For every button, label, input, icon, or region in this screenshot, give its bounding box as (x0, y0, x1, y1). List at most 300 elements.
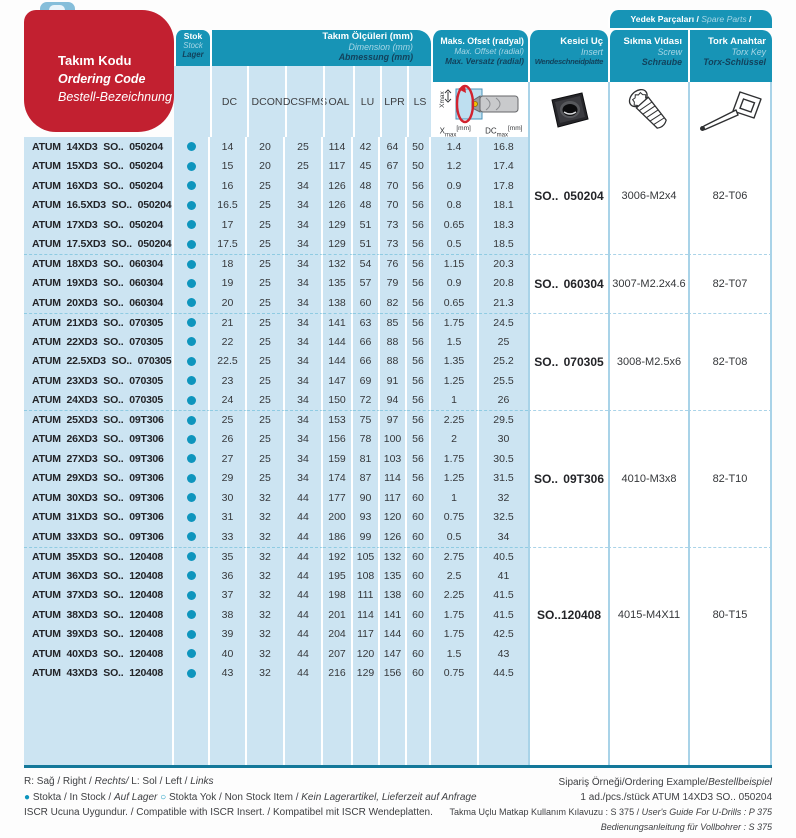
dim-value-cell: 1.75 (431, 605, 479, 625)
dim-value-cell: 88 (380, 352, 407, 372)
dim-value-cell: 32 (247, 488, 285, 508)
in-stock-dot (187, 201, 196, 210)
stock-cell (174, 488, 210, 508)
dim-value-cell: 135 (380, 566, 407, 586)
dim-value-cell: 44 (285, 644, 323, 664)
filler-cell (608, 683, 688, 765)
tool-code-cell: ATUM 36XD3 SO.. 120408 (24, 566, 174, 586)
max-offset-label-en: Max. Offset (radial) (454, 47, 524, 56)
stock-cell (174, 215, 210, 235)
dim-value-cell: 0.65 (431, 215, 479, 235)
dim-value-cell: 22.5 (210, 352, 247, 372)
screw-code-label: 3008-M2.5x6 (616, 355, 682, 368)
tool-code-cell: ATUM 16XD3 SO.. 050204 (24, 176, 174, 196)
dim-value-cell: 34 (285, 215, 323, 235)
dim-value-cell: 69 (353, 371, 380, 391)
dim-value-cell: 34 (285, 176, 323, 196)
dimensions-header (210, 30, 431, 66)
ordering-code-title-en: Ordering Code (58, 72, 146, 86)
in-stock-dot (187, 220, 196, 229)
insert-label-en: Insert (580, 47, 603, 57)
dim-value-cell: 25 (210, 410, 247, 430)
dim-value-cell: 192 (323, 547, 353, 567)
tool-code-cell: ATUM 16.5XD3 SO.. 050204 (24, 196, 174, 216)
dim-value-cell: 17 (210, 215, 247, 235)
dim-value-cell: 186 (323, 527, 353, 547)
dim-value-cell: 60 (407, 625, 431, 645)
dim-value-cell: 2 (431, 430, 479, 450)
dim-value-cell: 129 (323, 235, 353, 255)
dim-value-cell: 63 (353, 313, 380, 333)
max-offset-label-de: Max. Versatz (radial) (445, 57, 524, 66)
dim-value-cell: 0.9 (431, 176, 479, 196)
in-stock-dot (187, 142, 196, 151)
dim-value-cell: 25 (247, 449, 285, 469)
dim-value-cell: 32 (247, 644, 285, 664)
dimension-letters-band (174, 66, 431, 137)
filler-cell (24, 683, 174, 765)
dim-value-cell: 76 (380, 254, 407, 274)
tool-code-cell: ATUM 21XD3 SO.. 070305 (24, 313, 174, 333)
dim-value-cell: 39 (210, 625, 247, 645)
dim-value-cell: 32 (247, 605, 285, 625)
table-bottom-rule (24, 765, 772, 768)
dim-value-cell: 56 (407, 293, 431, 313)
filler-cell (353, 683, 380, 765)
tool-code-cell: ATUM 15XD3 SO.. 050204 (24, 157, 174, 177)
dim-value-cell: 129 (323, 215, 353, 235)
dim-value-cell: 56 (407, 274, 431, 294)
in-stock-dot (187, 493, 196, 502)
dim-value-cell: 34 (285, 469, 323, 489)
dim-value-cell: 60 (407, 586, 431, 606)
dim-value-cell: 56 (407, 254, 431, 274)
spare-parts-banner: Yedek Parçaları / Spare Parts / (608, 10, 772, 28)
dim-value-cell: 51 (353, 235, 380, 255)
dim-value-cell: 1.35 (431, 352, 479, 372)
dim-value-cell: 44 (285, 605, 323, 625)
stock-label-en: Stock (183, 41, 203, 50)
dim-value-cell: 20.8 (479, 274, 528, 294)
dim-value-cell: 45 (353, 157, 380, 177)
dim-value-cell: 156 (380, 664, 407, 684)
dim-value-cell: 114 (353, 605, 380, 625)
dim-value-cell: 60 (407, 527, 431, 547)
dim-value-cell: 44 (285, 508, 323, 528)
dim-value-cell: 16.5 (210, 196, 247, 216)
dim-value-cell: 23 (210, 371, 247, 391)
dim-value-cell: 126 (380, 527, 407, 547)
stock-cell (174, 352, 210, 372)
dim-value-cell: 25 (247, 235, 285, 255)
in-stock-dot (187, 279, 196, 288)
dim-value-cell: 150 (323, 391, 353, 411)
drill-offset-diagram (434, 84, 526, 124)
stock-cell (174, 293, 210, 313)
dim-value-cell: 19 (210, 274, 247, 294)
filler-cell (688, 683, 772, 765)
in-stock-dot (187, 416, 196, 425)
stock-cell (174, 391, 210, 411)
dim-value-cell: 0.5 (431, 527, 479, 547)
dim-value-cell: 79 (380, 274, 407, 294)
dim-value-cell: 32 (479, 488, 528, 508)
stock-cell (174, 566, 210, 586)
dim-value-cell: 56 (407, 469, 431, 489)
footer-legend-line: ● Stokta / In Stock / Auf Lager ○ Stokta Yok / Non Stock Item / Kein Lagerartikel, Lieferzeit auf Anfrage (24, 791, 477, 803)
stock-cell (174, 664, 210, 684)
dim-value-cell: 32 (247, 527, 285, 547)
dim-value-cell: 108 (353, 566, 380, 586)
tool-code-cell: ATUM 40XD3 SO.. 120408 (24, 644, 174, 664)
stock-cell (174, 449, 210, 469)
tool-code-cell: ATUM 14XD3 SO.. 050204 (24, 137, 174, 157)
dim-value-cell: 24.5 (479, 313, 528, 333)
dim-value-cell: 20 (247, 157, 285, 177)
dim-value-cell: 40.5 (479, 547, 528, 567)
in-stock-dot (187, 532, 196, 541)
dim-value-cell: 57 (353, 274, 380, 294)
stock-column-header (174, 30, 210, 66)
dim-value-cell: 21.3 (479, 293, 528, 313)
diagram-xmax-label: Xmax (438, 91, 446, 108)
dim-value-cell: 66 (353, 332, 380, 352)
footer-example-line: Sipariş Örneği/Ordering Example/Bestellbeispiel (558, 777, 772, 788)
dim-value-cell: 56 (407, 449, 431, 469)
tool-code-cell: ATUM 31XD3 SO.. 09T306 (24, 508, 174, 528)
dim-value-cell: 38 (210, 605, 247, 625)
dim-value-cell: 25.2 (479, 352, 528, 372)
dimensions-label-de: Abmessung (mm) (338, 52, 413, 62)
screw-code-label: 3007-M2.2x4.6 (612, 277, 686, 290)
dim-value-cell: 44 (285, 527, 323, 547)
dim-value-cell: 25 (247, 293, 285, 313)
dim-value-cell: 18.1 (479, 196, 528, 216)
screw-code-cell (608, 410, 688, 547)
torx-label-tr: Tork Anahtar (707, 36, 766, 47)
in-stock-dot (187, 298, 196, 307)
tool-code-cell: ATUM 22XD3 SO.. 070305 (24, 332, 174, 352)
torx-key-icon (694, 88, 766, 132)
dim-value-cell: 144 (380, 625, 407, 645)
offset-diagram-cell (431, 82, 528, 137)
dim-value-cell: 34 (285, 352, 323, 372)
dim-value-cell: 207 (323, 644, 353, 664)
dim-value-cell: 25 (247, 430, 285, 450)
footer-ordering-example (449, 776, 772, 834)
stock-label-de: Lager (182, 50, 204, 59)
dim-value-cell: 25 (247, 332, 285, 352)
dim-value-cell: 144 (323, 332, 353, 352)
dim-value-cell: 56 (407, 391, 431, 411)
dim-value-cell: 32 (247, 586, 285, 606)
stock-cell (174, 254, 210, 274)
dim-value-cell: 34 (285, 391, 323, 411)
dim-value-cell: 60 (407, 644, 431, 664)
torx-code-cell (688, 313, 772, 411)
in-stock-dot (187, 337, 196, 346)
torx-code-label: 80-T15 (712, 609, 748, 622)
dim-value-cell: 1.75 (431, 313, 479, 333)
dim-value-cell: 25 (247, 371, 285, 391)
dim-value-cell: 32.5 (479, 508, 528, 528)
dim-value-cell: 198 (323, 586, 353, 606)
dim-value-cell: 26 (210, 430, 247, 450)
tool-code-cell: ATUM 33XD3 SO.. 09T306 (24, 527, 174, 547)
dim-value-cell: 60 (407, 547, 431, 567)
dcmax-sublabel: $DC_{max}[mm]$ (485, 125, 523, 139)
tool-code-cell: ATUM 22.5XD3 SO.. 070305 (24, 352, 174, 372)
dim-value-cell: 17.8 (479, 176, 528, 196)
in-stock-dot (187, 571, 196, 580)
dim-value-cell: 25 (247, 469, 285, 489)
dim-value-cell: 70 (380, 176, 407, 196)
insert-column-header (528, 30, 608, 82)
dim-value-cell: 14 (210, 137, 247, 157)
torx-code-label: 82-T07 (712, 277, 748, 290)
dim-value-cell: 2.5 (431, 566, 479, 586)
stock-label-tr: Stok (183, 31, 203, 41)
dim-value-cell: 17.4 (479, 157, 528, 177)
filler-cell (210, 683, 247, 765)
dim-value-cell: 72 (353, 391, 380, 411)
dim-value-cell: 43 (479, 644, 528, 664)
dim-value-cell: 126 (323, 176, 353, 196)
stock-cell (174, 235, 210, 255)
dimensions-label-en: Dimension (mm) (348, 42, 413, 52)
dim-value-cell: 34 (285, 293, 323, 313)
dim-value-cell: 34 (479, 527, 528, 547)
dim-value-cell: 48 (353, 196, 380, 216)
dim-value-cell: 66 (353, 352, 380, 372)
torx-code-cell (688, 137, 772, 254)
filler-cell (528, 683, 608, 765)
stock-cell (174, 508, 210, 528)
dim-value-cell: 159 (323, 449, 353, 469)
table-header (24, 10, 772, 137)
screw-code-cell (608, 254, 688, 313)
dim-value-cell: 94 (380, 391, 407, 411)
dim-letter-LPR: LPR (380, 66, 407, 137)
stock-cell (174, 605, 210, 625)
dim-value-cell: 0.8 (431, 196, 479, 216)
dim-value-cell: 51 (353, 215, 380, 235)
filler-cell (323, 683, 353, 765)
dim-value-cell: 41.5 (479, 586, 528, 606)
dim-value-cell: 33 (210, 527, 247, 547)
dim-value-cell: 1.2 (431, 157, 479, 177)
ordering-code-header (24, 10, 174, 132)
torx-label-en: Torx Key (731, 47, 766, 57)
insert-icon (545, 89, 593, 131)
dim-value-cell: 32 (247, 566, 285, 586)
dim-value-cell: 195 (323, 566, 353, 586)
max-sublabels (431, 125, 528, 138)
dim-value-cell: 1.75 (431, 449, 479, 469)
dim-value-cell: 1.5 (431, 644, 479, 664)
in-stock-dot (187, 181, 196, 190)
dim-value-cell: 129 (353, 664, 380, 684)
dim-value-cell: 48 (353, 176, 380, 196)
in-stock-dot (187, 649, 196, 658)
screw-label-de: Schraube (641, 57, 682, 67)
stock-cell (174, 157, 210, 177)
dim-value-cell: 117 (353, 625, 380, 645)
dim-value-cell: 147 (380, 644, 407, 664)
dim-value-cell: 18.5 (479, 235, 528, 255)
dim-value-cell: 0.75 (431, 664, 479, 684)
stock-cell (174, 332, 210, 352)
dim-value-cell: 16 (210, 176, 247, 196)
dim-value-cell: 60 (407, 508, 431, 528)
dim-letter-LU: LU (353, 66, 380, 137)
torx-code-cell (688, 254, 772, 313)
tool-code-cell: ATUM 24XD3 SO.. 070305 (24, 391, 174, 411)
dim-value-cell: 32 (247, 547, 285, 567)
in-stock-dot (187, 454, 196, 463)
screw-code-label: 4015-M4X11 (617, 609, 681, 622)
stock-cell (174, 625, 210, 645)
tool-code-cell: ATUM 20XD3 SO.. 060304 (24, 293, 174, 313)
dim-value-cell: 34 (285, 235, 323, 255)
dim-value-cell: 32 (247, 625, 285, 645)
torx-key-icon-cell (688, 82, 772, 137)
in-stock-dot (187, 376, 196, 385)
dim-value-cell: 24 (210, 391, 247, 411)
screw-code-label: 4010-M3x8 (621, 472, 677, 485)
tool-code-cell: ATUM 19XD3 SO.. 060304 (24, 274, 174, 294)
dim-letter-LS: LS (407, 66, 431, 137)
dim-value-cell: 100 (380, 430, 407, 450)
dim-value-cell: 126 (323, 196, 353, 216)
dim-value-cell: 40 (210, 644, 247, 664)
insert-code-cell (528, 137, 608, 254)
stock-cell (174, 137, 210, 157)
dim-value-cell: 30 (479, 430, 528, 450)
insert-code-cell (528, 410, 608, 547)
dim-value-cell: 60 (407, 605, 431, 625)
xmax-sublabel: $X_{max}[mm]$ (439, 125, 471, 139)
tool-code-cell: ATUM 29XD3 SO.. 09T306 (24, 469, 174, 489)
dim-value-cell: 44 (285, 488, 323, 508)
insert-code-label: SO.. 09T306 (533, 471, 605, 486)
screw-label-en: Screw (657, 47, 682, 57)
filler-cell (431, 683, 479, 765)
footer-example-line: Takma Uçlu Matkap Kullanım Kılavuzu : S 375 / User's Guide For U-Drills : P 375 (449, 807, 772, 817)
dim-value-cell: 156 (323, 430, 353, 450)
dim-value-cell: 56 (407, 313, 431, 333)
in-stock-dot (187, 610, 196, 619)
dim-value-cell: 44 (285, 586, 323, 606)
dim-value-cell: 25 (247, 313, 285, 333)
dim-value-cell: 1 (431, 391, 479, 411)
dim-value-cell: 25 (479, 332, 528, 352)
dim-value-cell: 43 (210, 664, 247, 684)
dim-value-cell: 70 (380, 196, 407, 216)
dim-value-cell: 32 (247, 664, 285, 684)
stock-cell (174, 274, 210, 294)
dim-value-cell: 204 (323, 625, 353, 645)
dim-value-cell: 132 (380, 547, 407, 567)
in-stock-dot (187, 630, 196, 639)
stock-cell (174, 644, 210, 664)
torx-code-label: 82-T08 (712, 355, 748, 368)
screw-column-header (608, 30, 688, 82)
tool-code-cell: ATUM 25XD3 SO.. 09T306 (24, 410, 174, 430)
dim-value-cell: 85 (380, 313, 407, 333)
stock-subheader-cell (174, 66, 210, 137)
dim-value-cell: 29.5 (479, 410, 528, 430)
tool-code-cell: ATUM 26XD3 SO.. 09T306 (24, 430, 174, 450)
dim-value-cell: 144 (323, 352, 353, 372)
dim-value-cell: 31 (210, 508, 247, 528)
dim-value-cell: 27 (210, 449, 247, 469)
in-stock-dot (187, 260, 196, 269)
dim-value-cell: 56 (407, 410, 431, 430)
stock-cell (174, 586, 210, 606)
dim-value-cell: 97 (380, 410, 407, 430)
dim-value-cell: 141 (323, 313, 353, 333)
dim-value-cell: 34 (285, 313, 323, 333)
stock-cell (174, 371, 210, 391)
dim-value-cell: 25 (247, 215, 285, 235)
dim-value-cell: 17.5 (210, 235, 247, 255)
tool-code-cell: ATUM 23XD3 SO.. 070305 (24, 371, 174, 391)
dim-letter-DCSFMS: DCSFMS (285, 66, 323, 137)
screw-code-label: 3006-M2x4 (621, 189, 677, 202)
tool-code-cell: ATUM 17XD3 SO.. 050204 (24, 215, 174, 235)
dim-value-cell: 141 (380, 605, 407, 625)
insert-code-label: SO.. 050204 (534, 188, 604, 203)
stock-cell (174, 410, 210, 430)
dim-value-cell: 44 (285, 547, 323, 567)
filler-cell (407, 683, 431, 765)
filler-cell (174, 683, 210, 765)
stock-cell (174, 430, 210, 450)
dim-value-cell: 30 (210, 488, 247, 508)
dim-letter-OAL: OAL (323, 66, 353, 137)
dim-value-cell: 44 (285, 566, 323, 586)
in-stock-dot (187, 162, 196, 171)
dim-value-cell: 114 (380, 469, 407, 489)
footer-example-line: Bedienungsanleitung für Vollbohrer : S 375 (600, 821, 772, 832)
in-stock-dot (187, 240, 196, 249)
dim-value-cell: 36 (210, 566, 247, 586)
dim-value-cell: 132 (323, 254, 353, 274)
dim-value-cell: 147 (323, 371, 353, 391)
dim-value-cell: 25 (247, 176, 285, 196)
dim-value-cell: 1 (431, 488, 479, 508)
dim-value-cell: 60 (353, 293, 380, 313)
dim-value-cell: 20 (210, 293, 247, 313)
in-stock-dot (187, 357, 196, 366)
dim-value-cell: 1.25 (431, 371, 479, 391)
filler-cell (285, 683, 323, 765)
in-stock-dot (187, 318, 196, 327)
dim-value-cell: 73 (380, 215, 407, 235)
dim-value-cell: 25 (247, 274, 285, 294)
dim-value-cell: 91 (380, 371, 407, 391)
dim-value-cell: 105 (353, 547, 380, 567)
dim-value-cell: 56 (407, 176, 431, 196)
dim-value-cell: 177 (323, 488, 353, 508)
footer-legend (24, 774, 477, 821)
dim-value-cell: 117 (380, 488, 407, 508)
stock-cell (174, 313, 210, 333)
dim-value-cell: 1.15 (431, 254, 479, 274)
insert-code-cell (528, 547, 608, 684)
tool-code-cell: ATUM 30XD3 SO.. 09T306 (24, 488, 174, 508)
